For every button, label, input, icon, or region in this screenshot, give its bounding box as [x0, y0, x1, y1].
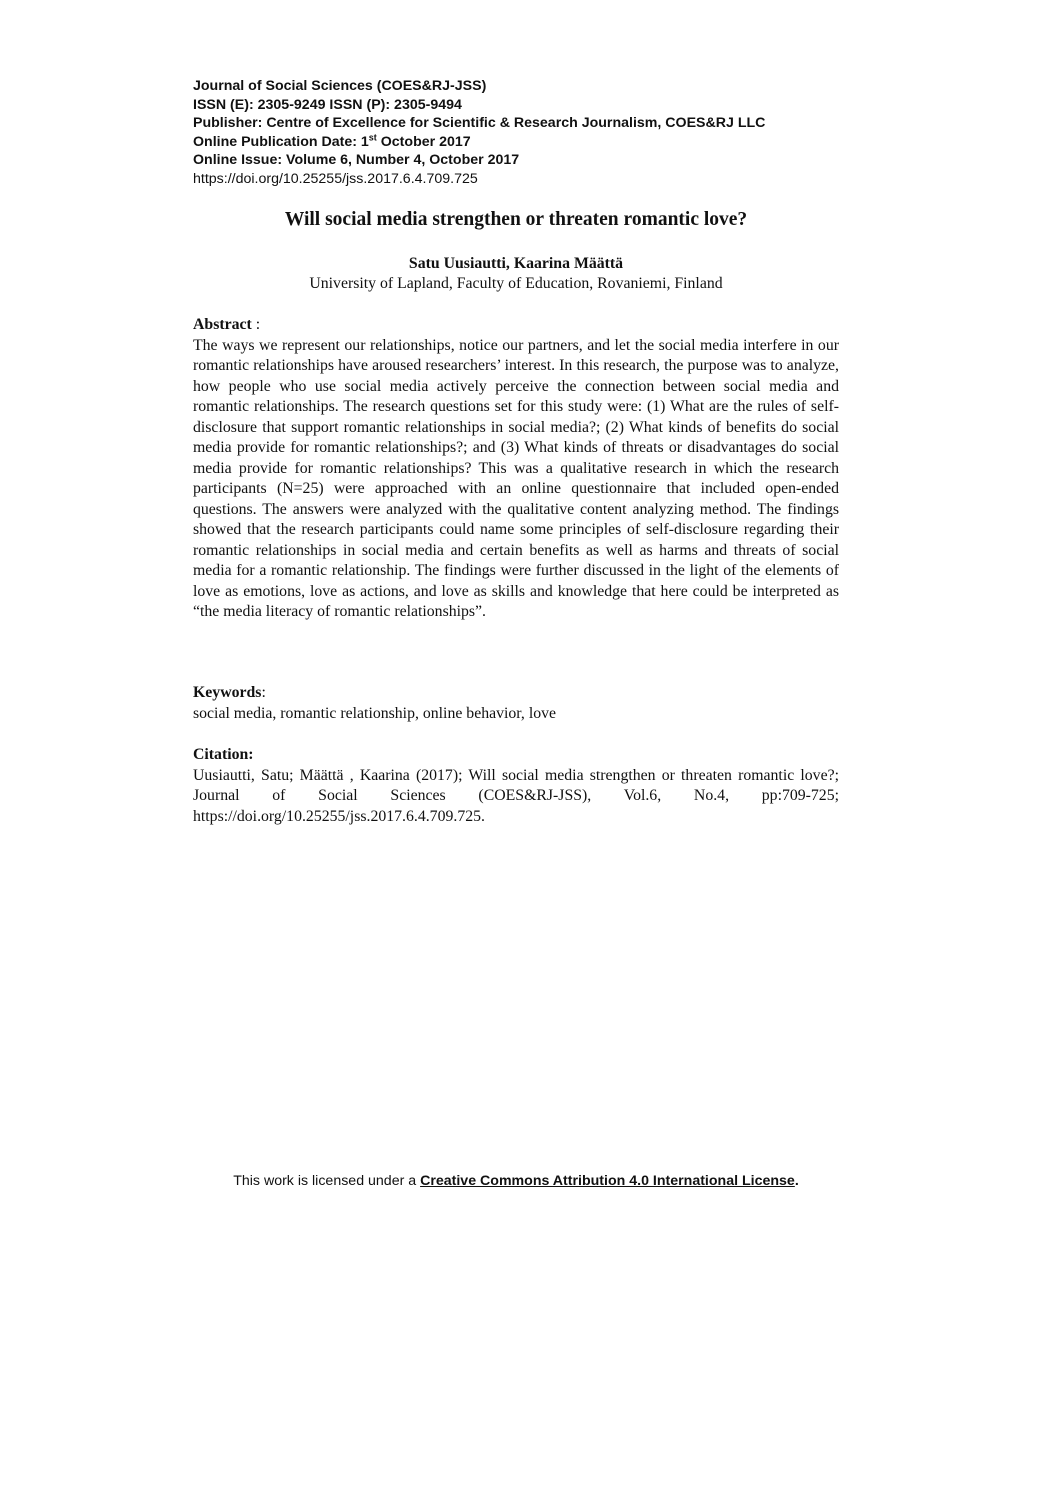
abstract-heading-line — [193, 315, 839, 336]
citation-heading: Citation: — [193, 746, 254, 763]
publication-date — [193, 133, 853, 152]
author-affiliation: University of Lapland, Faculty of Education, Rovaniemi, Finland — [309, 275, 723, 292]
abstract-heading: Abstract — [193, 316, 252, 333]
abstract-text: The ways we represent our relationships, notice our partners, and let the social media interfere in our romantic relationships have aroused researchers’ interest. In this research, the purpose was to analyze, how people who use social media actively perceive the connection between social media and romantic relationships. The research questions set for this study were: (1) What are the rules of self-disclosure that support romantic relationships in social media?; (2) What kinds of benefits do social media provide for romantic relationships?; and (3) What kinds of threats or disadvantages do social media provide for romantic relationships? This was a qualitative research in which the research participants (N=25) were approached with an online questionnaire that included open-ended questions. The answers were analyzed with the qualitative content analyzing method. The findings showed that the research participants could name some principles of self-disclosure regarding their romantic relationships in social media and certain benefits as well as harms and threats of social media for a romantic relationship. The findings were further discussed in the light of the elements of love as emotions, love as actions, and love as skills and knowledge that here could be interpreted as “the media literacy of romantic relationships”. — [193, 336, 839, 620]
license-suffix: . — [794, 1173, 799, 1189]
keywords-heading-line — [193, 683, 839, 704]
abstract-heading-colon: : — [251, 316, 261, 333]
publisher-line: Publisher: Centre of Excellence for Scientific & Research Journalism, COES&RJ LLC — [193, 115, 766, 131]
citation-text: Uusiautti, Satu; Määttä , Kaarina (2017); Will social media strengthen or threaten romantic love?; Journal of Social Sciences (COES&RJ-JSS), Vol.6, No.4, pp:709-725; https://doi.org/10.25255/jss.2017.6.4.709.725. — [193, 766, 839, 825]
article-authors: Satu Uusiautti, Kaarina Määttä — [408, 255, 624, 272]
abstract-section — [193, 315, 839, 623]
publication-date-prefix: Online Publication Date: 1 — [193, 133, 369, 150]
journal-header — [193, 77, 853, 188]
keywords-heading: Keywords — [193, 684, 262, 701]
license-prefix: This work is licensed under a — [233, 1173, 421, 1189]
keywords-text: social media, romantic relationship, online behavior, love — [193, 704, 557, 722]
citation-section — [193, 745, 839, 827]
article-title: Will social media strengthen or threaten romantic love? — [284, 209, 748, 230]
license-notice — [193, 1172, 839, 1190]
license-link[interactable]: Creative Commons Attribution 4.0 International License — [420, 1173, 795, 1189]
journal-name: Journal of Social Sciences (COES&RJ-JSS) — [193, 78, 487, 94]
issn-line: ISSN (E): 2305-9249 ISSN (P): 2305-9494 — [193, 96, 462, 113]
doi-line: https://doi.org/10.25255/jss.2017.6.4.709.725 — [193, 170, 478, 187]
issue-line: Online Issue: Volume 6, Number 4, October 2017 — [193, 152, 520, 168]
keywords-heading-colon: : — [261, 684, 266, 701]
publication-date-ordinal: st — [368, 131, 377, 142]
publication-date-suffix: October 2017 — [376, 133, 471, 150]
keywords-section — [193, 683, 839, 724]
